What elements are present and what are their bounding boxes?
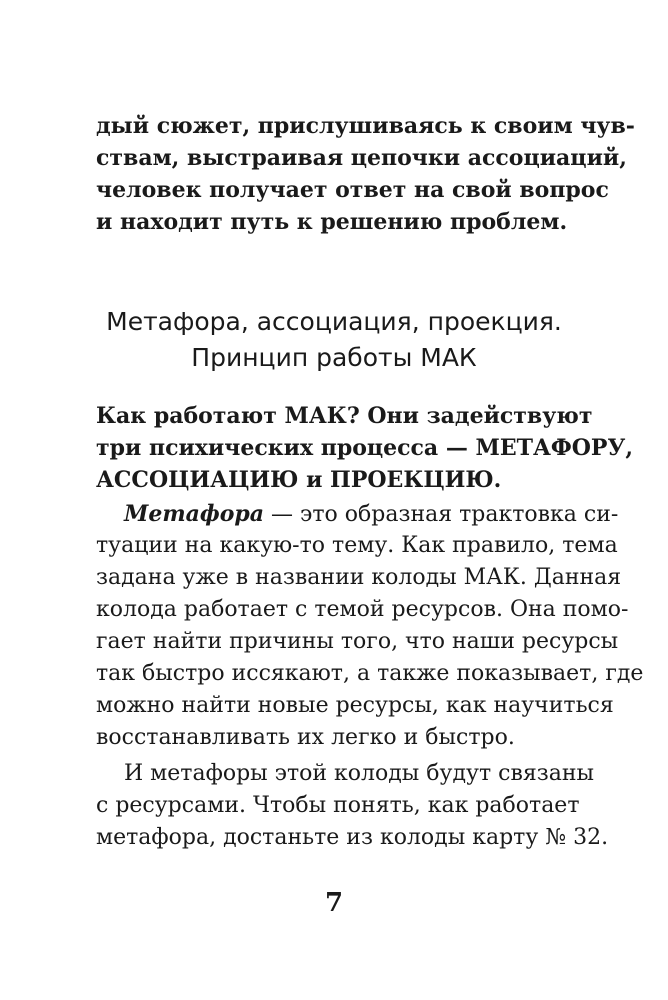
lead-line: Как работают МАК? Они задействуют xyxy=(96,403,593,429)
metaphor-line: восстанавливать их легко и быстро. xyxy=(96,725,515,750)
lead-line: три психических процесса — МЕТАФОРУ, xyxy=(96,435,633,461)
lead-line: АССОЦИАЦИЮ и ПРОЕКЦИЮ. xyxy=(96,467,502,493)
page-number: 7 xyxy=(324,888,344,918)
metaphor-line: можно найти новые ресурсы, как научиться xyxy=(96,693,614,718)
metaphor-line: колода работает с темой ресурсов. Она помо- xyxy=(96,597,629,622)
intro-line: дый сюжет, прислушиваясь к своим чув- xyxy=(96,113,635,139)
section-title-line-2: Принцип работы МАК xyxy=(191,343,477,372)
closing-line: с ресурсами. Чтобы понять, как работает xyxy=(96,793,580,818)
metaphor-line: задана уже в названии колоды МАК. Данная xyxy=(96,565,622,590)
closing-line: И метафоры этой колоды будут связаны xyxy=(124,761,595,786)
metaphor-first-line-rest: — это образная трактовка си- xyxy=(264,502,619,527)
metaphor-line: туации на какую-то тему. Как правило, тема xyxy=(96,533,618,558)
closing-line: метафора, достаньте из колоды карту № 32. xyxy=(96,825,609,850)
intro-line: ствам, выстраивая цепочки ассоциаций, xyxy=(96,145,627,171)
intro-line: и находит путь к решению проблем. xyxy=(96,209,568,235)
intro-line: человек получает ответ на свой вопрос xyxy=(96,177,609,203)
metaphor-first-line xyxy=(96,498,619,531)
metaphor-term: Метафора xyxy=(124,501,265,527)
metaphor-line: гает найти причины того, что наши ресурсы xyxy=(96,629,619,654)
metaphor-line: так быстро иссякают, а также показывает, где xyxy=(96,661,644,686)
section-title-line-1: Метафора, ассоциация, проекция. xyxy=(106,307,562,336)
